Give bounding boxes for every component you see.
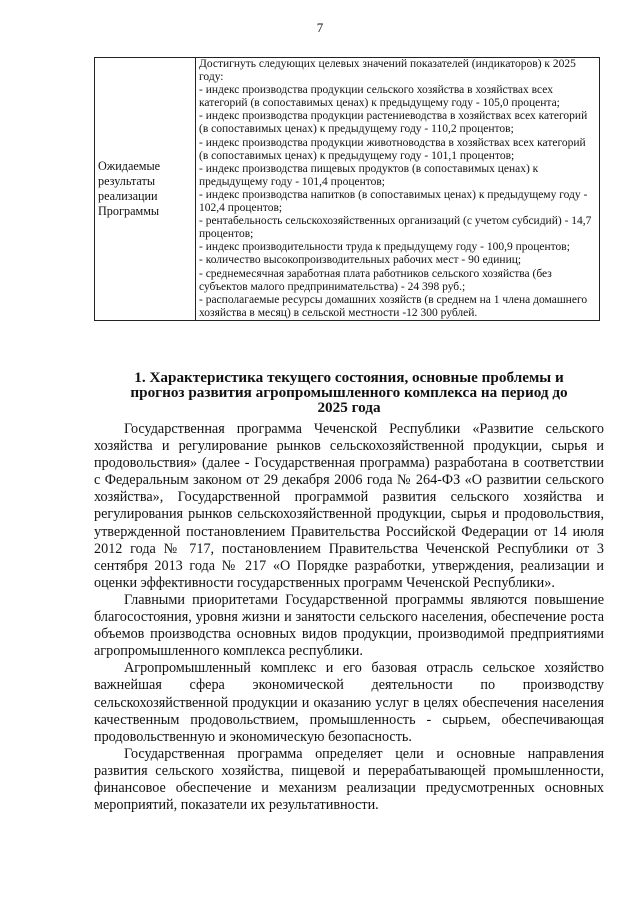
row-label: Ожидаемые результаты реализации Программы — [95, 58, 196, 321]
list-item: - количество высокопроизводительных рабочих мест - 90 единиц; — [199, 254, 522, 267]
list-item: - индекс производства продукции животноводства в хозяйствах всех категорий (в сопоставимых ценах) к предыдущему году - 101,1 процентов; — [199, 136, 586, 162]
list-item: Достигнуть следующих целевых значений показателей (индикаторов) к 2025 году: — [199, 58, 576, 84]
section-heading-line: 1. Характеристика текущего состояния, основные проблемы и — [134, 369, 564, 386]
section-heading-line: прогноз развития агропромышленного комплекса на период до — [130, 384, 568, 401]
table-row — [95, 58, 600, 321]
paragraph: Агропромышленный комплекс и его базовая отрасль сельское хозяйство важнейшая сфера экономической деятельности по производству сельскохозяйственной продукции и оказанию услуг в целях обеспечения населения качественным продовольствием, промышленность - сырьем, обеспечивающая продовольственную и экономическую безопасность. — [94, 660, 604, 745]
section-heading — [94, 370, 604, 415]
paragraph: Главными приоритетами Государственной программы являются повышение благосостояния, уровня жизни и занятости сельского населения, обеспечение роста объемов производства основных видов продукции, производимой предприятиями агропромышленного комплекса республики. — [94, 591, 604, 660]
list-item: - среднемесячная заработная плата работников сельского хозяйства (без субъектов малого предпринимательства) - 24 398 руб.; — [199, 267, 552, 293]
section-body — [94, 421, 604, 814]
paragraph: Государственная программа определяет цели и основные направления развития сельского хозяйства, пищевой и перерабатывающей промышленности, финансовое обеспечение и механизм реализации предусмотренных основных мероприятий, показатели их результативности. — [94, 745, 604, 814]
list-item: - индекс производства пищевых продуктов (в сопоставимых ценах) к предыдущему году - 101,4 процентов; — [199, 162, 539, 188]
list-item: - индекс производства продукции сельского хозяйства в хозяйствах всех категорий (в сопоставимых ценах) к предыдущему году - 105,0 процента; — [199, 84, 560, 110]
list-item: - рентабельность сельскохозяйственных организаций (с учетом субсидий) - 14,7 процентов; — [199, 215, 592, 241]
page-number: 7 — [316, 20, 324, 35]
row-content — [196, 58, 600, 321]
list-item: - индекс производительности труда к предыдущему году - 100,9 процентов; — [199, 241, 570, 254]
list-item: - индекс производства напитков (в сопоставимых ценах) к предыдущему году - 102,4 процентов; — [199, 188, 588, 215]
list-item: - располагаемые ресурсы домашних хозяйств (в среднем на 1 члена домашнего хозяйства в месяц) в сельской местности -12 300 рублей. — [199, 293, 588, 319]
section-heading-line: 2025 года — [317, 399, 381, 416]
paragraph: Государственная программа Чеченской Республики «Развитие сельского хозяйства и регулирование рынков сельскохозяйственной продукции, сырья и продовольствия» (далее - Государственная программа) разработана в соответствии с Федеральным законом от 29 декабря 2006 года № 264-ФЗ «О развитии сельского хозяйства», Государственной программой развития сельского хозяйства и регулирования рынков сельскохозяйственной продукции, сырья и продовольствия, утвержденной постановлением Правительства Российской Федерации от 14 июля 2012 года № 717, постановлением Правительства Чеченской Республики от 3 сентября 2013 года № 217 «О Порядке разработки, утверждения, реализации и оценки эффективности государственных программ Чеченской Республики». — [94, 421, 604, 591]
expected-results-table — [94, 57, 600, 321]
list-item: - индекс производства продукции растениеводства в хозяйствах всех категорий (в сопоставимых ценах) к предыдущему году - 110,2 процентов; — [199, 110, 588, 136]
